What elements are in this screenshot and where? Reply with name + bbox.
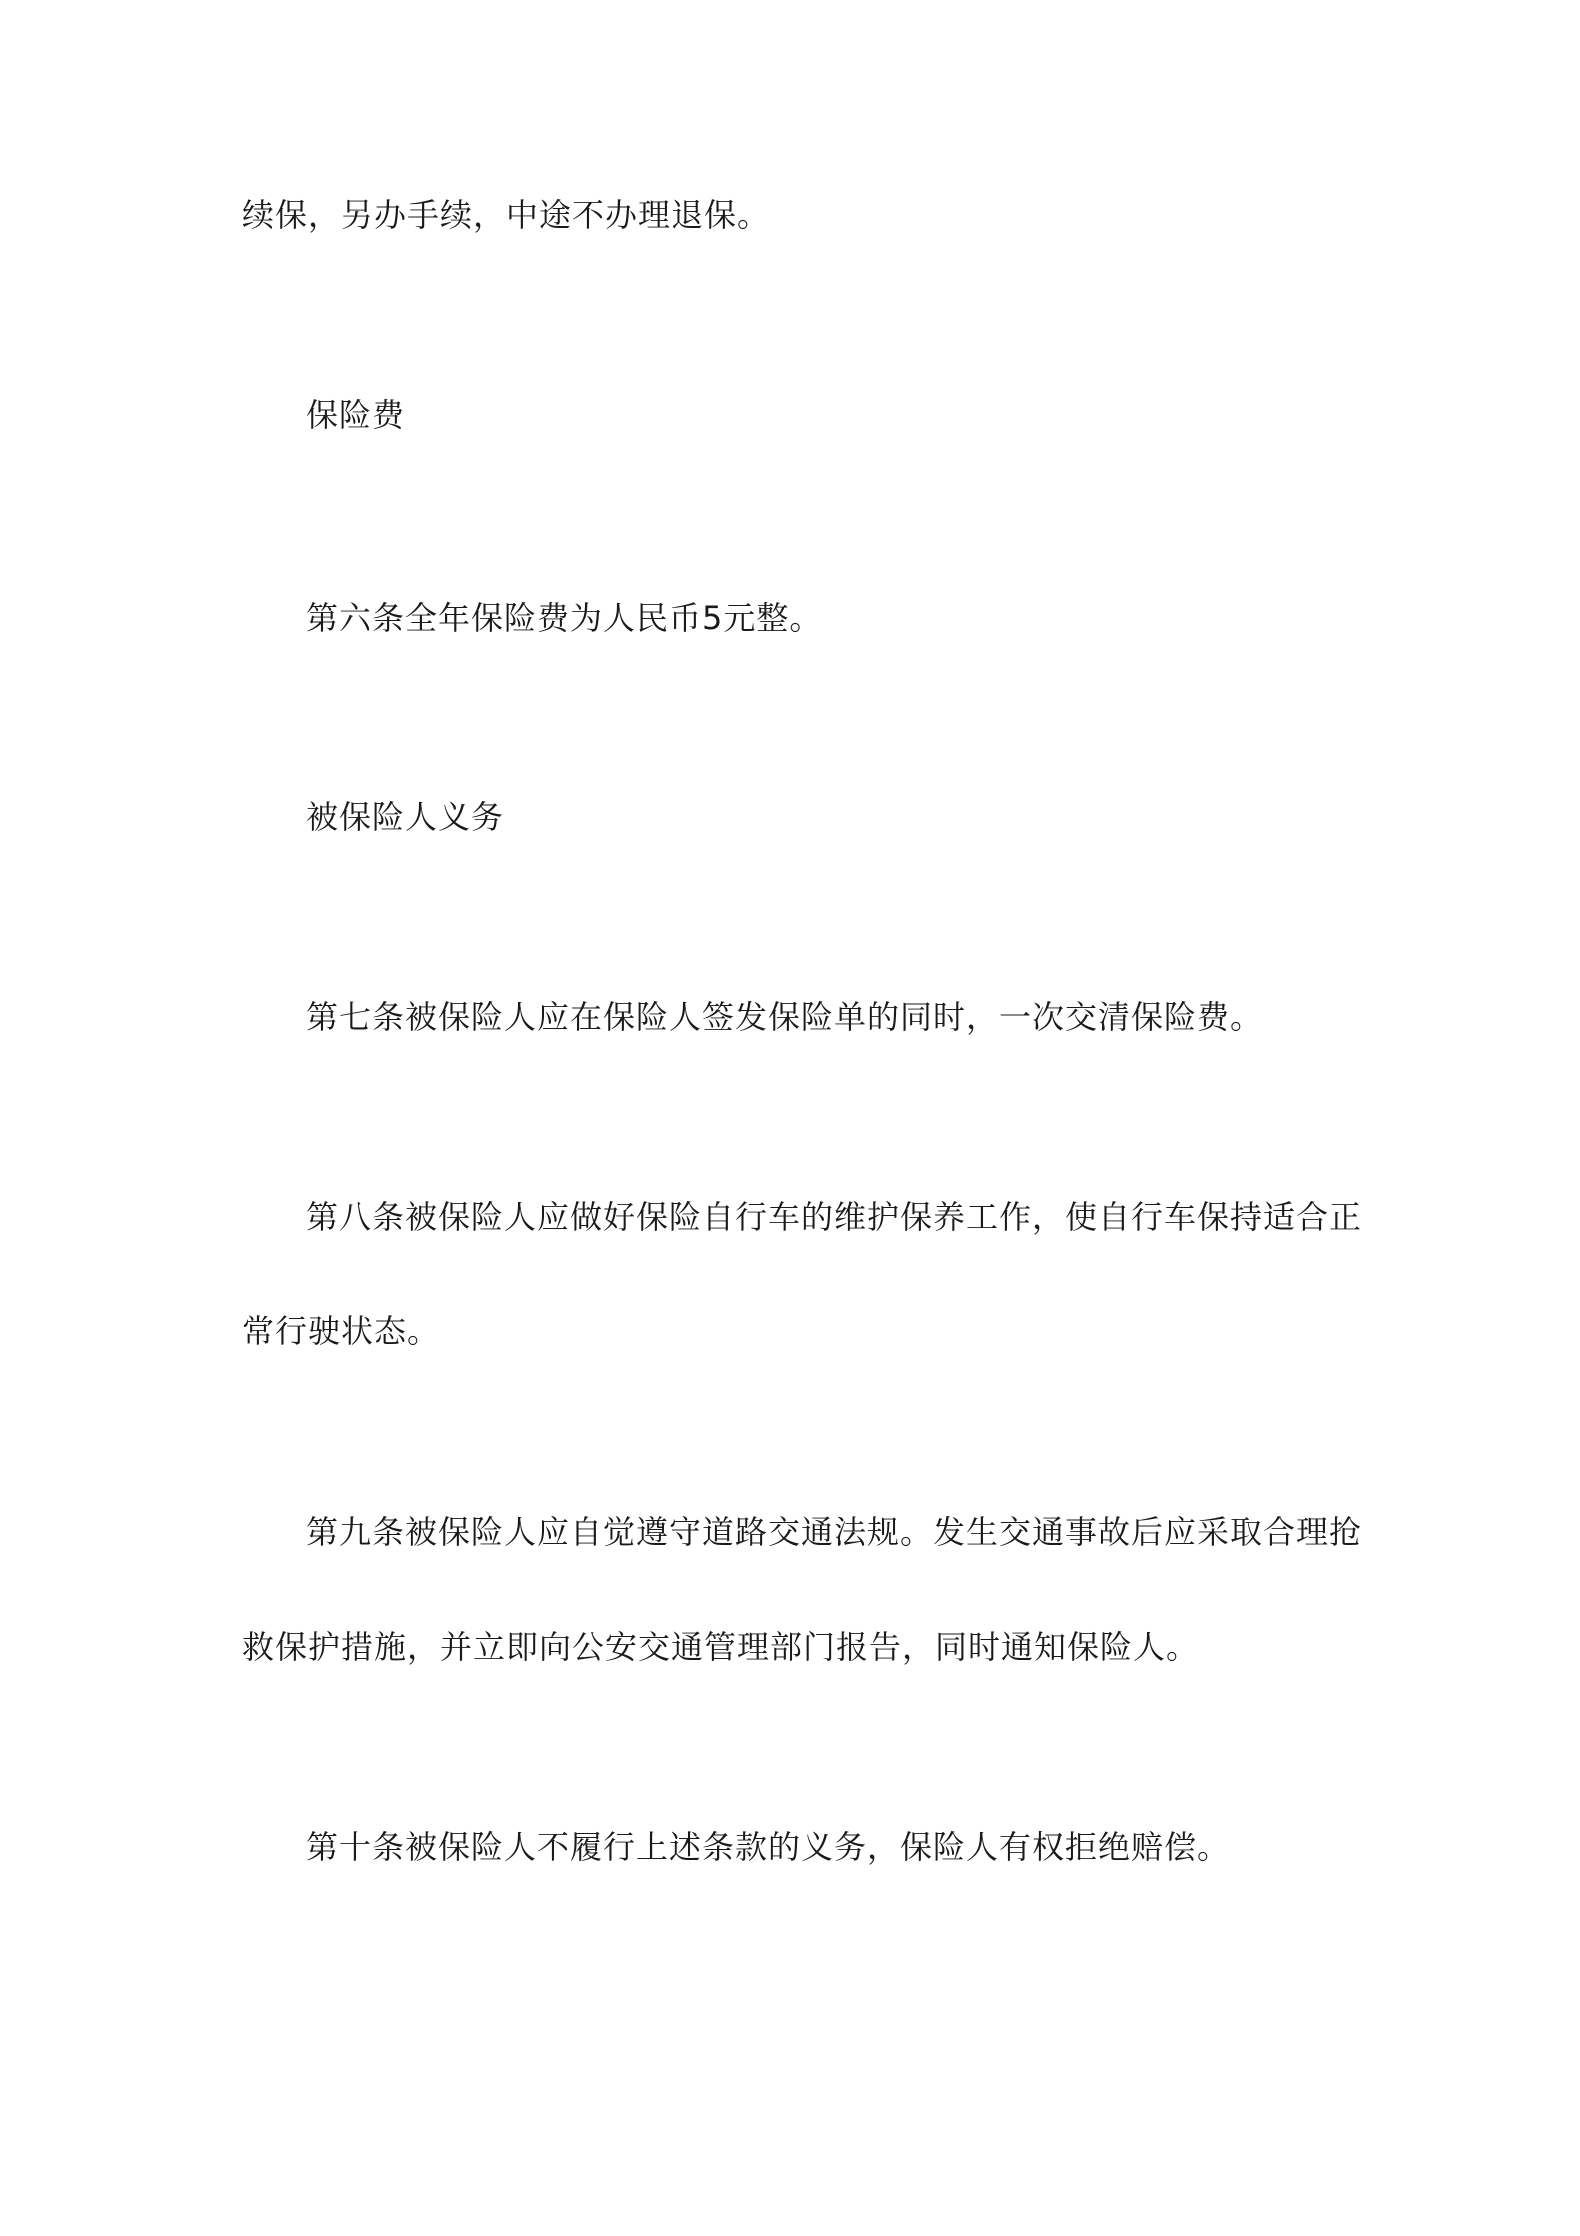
article-9-line-1: 第九条被保险人应自觉遵守道路交通法规。发生交通事故后应采取合理抢 bbox=[306, 1513, 1363, 1551]
article-6: 第六条全年保险费为人民币5元整。 bbox=[306, 599, 823, 637]
article-8-line-2: 常行驶状态。 bbox=[242, 1312, 441, 1350]
section-heading-premium: 保险费 bbox=[306, 396, 406, 434]
article-10: 第十条被保险人不履行上述条款的义务，保险人有权拒绝赔偿。 bbox=[306, 1828, 1231, 1866]
paragraph-continuation-renewal: 续保，另办手续，中途不办理退保。 bbox=[242, 196, 771, 234]
article-9-line-2: 救保护措施，并立即向公安交通管理部门报告，同时通知保险人。 bbox=[242, 1628, 1200, 1666]
article-8-line-1: 第八条被保险人应做好保险自行车的维护保养工作，使自行车保持适合正 bbox=[306, 1198, 1363, 1236]
article-7: 第七条被保险人应在保险人签发保险单的同时，一次交清保险费。 bbox=[306, 998, 1264, 1036]
section-heading-insured-obligations: 被保险人义务 bbox=[306, 798, 505, 836]
